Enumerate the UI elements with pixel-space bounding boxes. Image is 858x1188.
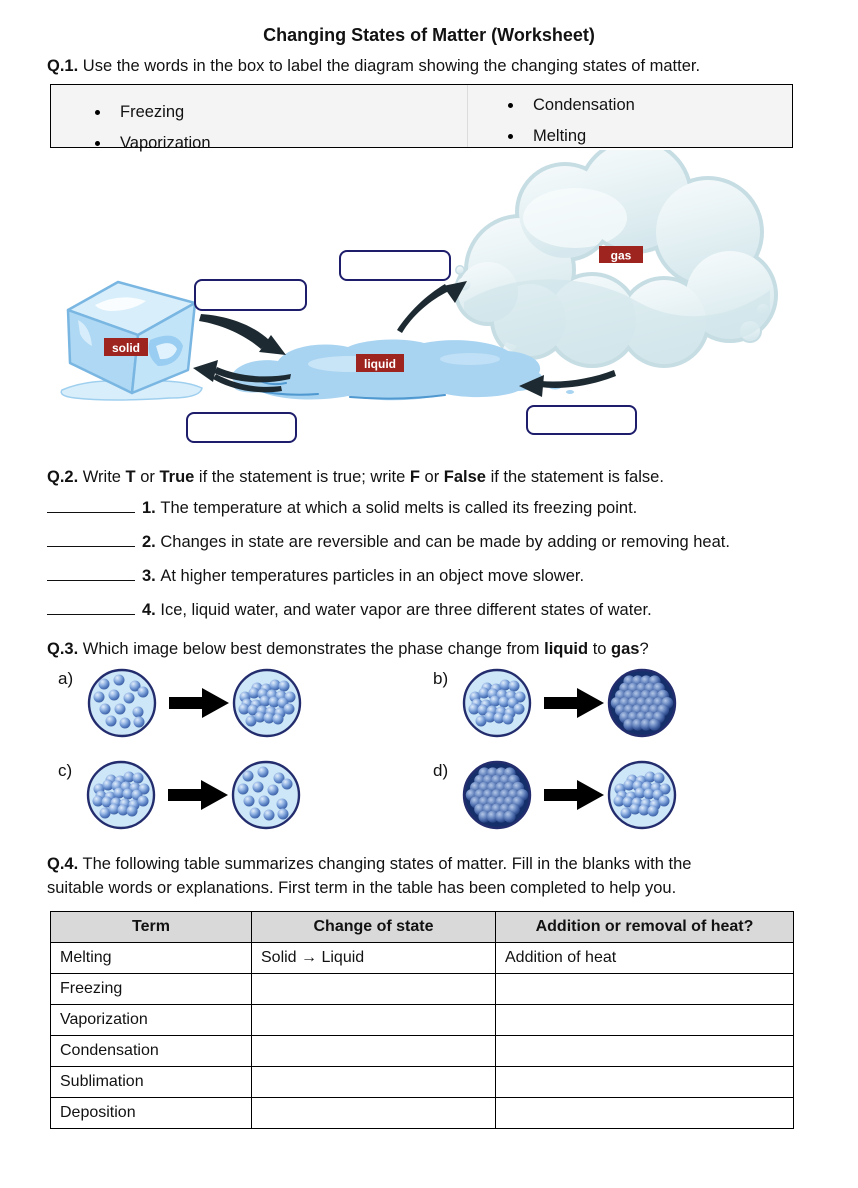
- word-box-item: [95, 97, 467, 128]
- term-cell: Vaporization: [51, 1005, 252, 1036]
- word-box-item: [508, 121, 792, 152]
- change-of-state-cell[interactable]: [252, 974, 496, 1005]
- header-term: Term: [51, 912, 252, 943]
- diagram-answer-box-1[interactable]: [194, 279, 307, 311]
- word-box-item-label: Condensation: [533, 96, 635, 114]
- diagram-answer-box-2[interactable]: [339, 250, 451, 281]
- word-box-item-label: Melting: [533, 127, 587, 145]
- solid-badge: [104, 338, 148, 356]
- particle: [277, 799, 288, 810]
- particle: [99, 679, 110, 690]
- phase-change-image: [87, 668, 302, 738]
- term-cell: Freezing: [51, 974, 252, 1005]
- q2-prompt: Q.2. Write T or True if the statement is true; write F or False if the statement is false.: [47, 468, 664, 486]
- answer-blank[interactable]: [47, 497, 135, 513]
- q4-prompt: [47, 852, 837, 900]
- term-cell: Melting: [51, 943, 252, 974]
- term-cell: Deposition: [51, 1098, 252, 1129]
- term-cell: Condensation: [51, 1036, 252, 1067]
- right-arrow-icon: [544, 780, 604, 810]
- answer-blank[interactable]: [47, 565, 135, 581]
- particle: [115, 704, 126, 715]
- states-diagram: [50, 150, 800, 460]
- q2-section: [47, 466, 847, 624]
- particle: [133, 773, 144, 784]
- q1-label: Q.1.: [47, 57, 79, 75]
- page-title: Changing States of Matter (Worksheet): [263, 25, 595, 45]
- particle: [284, 704, 295, 715]
- particle: [273, 714, 284, 725]
- particle: [250, 808, 261, 819]
- q4-label: Q.4.: [47, 855, 79, 873]
- particle: [243, 771, 254, 782]
- phase-change-image: [462, 668, 677, 738]
- liquid-badge: [356, 354, 404, 372]
- states-diagram-art: [50, 150, 800, 460]
- q1-prompt: [47, 55, 847, 77]
- particle: [648, 806, 659, 817]
- term-cell: Sublimation: [51, 1067, 252, 1098]
- particle: [654, 773, 665, 784]
- statement-number: 3.: [142, 567, 161, 585]
- q3-option-b[interactable]: [433, 668, 677, 738]
- vaporization-arrow: [397, 281, 467, 333]
- particle: [100, 704, 111, 715]
- particle: [259, 796, 270, 807]
- diagram-answer-box-4[interactable]: [186, 412, 297, 443]
- particle: [279, 681, 290, 692]
- particle: [109, 690, 120, 701]
- statement-text: Ice, liquid water, and water vapor are three different states of water.: [160, 601, 652, 619]
- change-of-state-cell[interactable]: [252, 1067, 496, 1098]
- heat-cell[interactable]: [496, 1036, 794, 1067]
- word-box-right-column: [468, 85, 792, 147]
- particle: [268, 785, 279, 796]
- particle: [282, 779, 293, 790]
- statement-text: At higher temperatures particles in an object move slower.: [160, 567, 585, 585]
- phase-change-image: [462, 760, 677, 830]
- table-row: [51, 1005, 794, 1036]
- word-box-item-label: Freezing: [120, 103, 185, 121]
- particle: [238, 784, 249, 795]
- change-of-state-cell: Solid → Liquid: [252, 943, 496, 974]
- particle: [258, 767, 269, 778]
- option-letter: d): [433, 761, 449, 780]
- solid-badge-label: solid: [111, 341, 141, 355]
- word-box-left-column: [51, 85, 468, 152]
- diagram-answer-box-3[interactable]: [526, 405, 637, 435]
- bullet-icon: [508, 103, 513, 108]
- bullet-icon: [95, 110, 100, 115]
- change-of-state-cell[interactable]: [252, 1098, 496, 1129]
- q2-statement: [47, 562, 847, 590]
- particle: [138, 687, 149, 698]
- heat-cell: Addition of heat: [496, 943, 794, 974]
- statement-number: 2.: [142, 533, 161, 551]
- word-box: [50, 84, 793, 152]
- q1-prompt-text: Use the words in the box to label the diagram showing the changing states of matter.: [82, 57, 701, 75]
- particle: [659, 796, 670, 807]
- right-arrow-icon: [169, 688, 229, 718]
- liquid-badge-label: liquid: [364, 357, 396, 371]
- word-box-item-label: Vaporization: [120, 134, 211, 152]
- particle: [127, 806, 138, 817]
- right-arrow-icon: [544, 688, 604, 718]
- q2-statement: [47, 596, 847, 624]
- particle: [253, 782, 264, 793]
- particle: [138, 796, 149, 807]
- change-of-state-cell[interactable]: [252, 1036, 496, 1067]
- gas-badge: [599, 246, 643, 263]
- option-letter: c): [58, 761, 73, 780]
- particle: [94, 692, 105, 703]
- answer-blank[interactable]: [47, 599, 135, 615]
- particle: [514, 704, 525, 715]
- table-row: [51, 943, 794, 974]
- heat-cell[interactable]: [496, 1005, 794, 1036]
- particle: [120, 718, 131, 729]
- header-change-of-state: Change of state: [252, 912, 496, 943]
- table-header-row: [51, 912, 794, 943]
- q2-statement: [47, 528, 847, 556]
- option-letter: b): [433, 669, 449, 688]
- table-row: [51, 1098, 794, 1129]
- bullet-icon: [508, 134, 513, 139]
- right-arrow-icon: [168, 780, 228, 810]
- heat-cell[interactable]: [496, 1098, 794, 1129]
- particle: [509, 681, 520, 692]
- q4-prompt-line1: The following table summarizes changing states of matter. Fill in the blanks with the: [82, 855, 692, 873]
- particle: [106, 716, 117, 727]
- particle: [503, 714, 514, 725]
- answer-blank[interactable]: [47, 531, 135, 547]
- particle: [114, 675, 125, 686]
- particle: [278, 809, 289, 820]
- particle: [124, 693, 135, 704]
- q3-option-c[interactable]: [58, 760, 301, 830]
- particle: [244, 796, 255, 807]
- word-box-item: [508, 90, 792, 121]
- particle: [504, 811, 516, 823]
- heat-cell[interactable]: [496, 974, 794, 1005]
- change-of-state-cell[interactable]: [252, 1005, 496, 1036]
- q3-prompt: Q.3. Which image below best demonstrates the phase change from liquid to gas?: [47, 640, 649, 658]
- q4-table: [50, 911, 794, 1129]
- particle: [134, 717, 145, 728]
- particle: [264, 810, 275, 821]
- table-row: [51, 1036, 794, 1067]
- statement-text: The temperature at which a solid melts is called its freezing point.: [160, 499, 638, 517]
- heat-cell[interactable]: [496, 1067, 794, 1098]
- q3-option-a[interactable]: [58, 668, 302, 738]
- particle: [133, 707, 144, 718]
- particle: [649, 719, 661, 731]
- header-heat: Addition or removal of heat?: [496, 912, 794, 943]
- statement-number: 1.: [142, 499, 161, 517]
- q4-prompt-line2: suitable words or explanations. First term in the table has been completed to help you.: [47, 879, 677, 897]
- phase-change-image: [86, 760, 301, 830]
- gas-badge-label: gas: [610, 248, 632, 263]
- q2-items: [47, 494, 847, 624]
- melting-arrow: [199, 314, 286, 355]
- q2-statement: [47, 494, 847, 522]
- option-letter: a): [58, 669, 74, 688]
- table-row: [51, 1067, 794, 1098]
- table-row: [51, 974, 794, 1005]
- statement-text: Changes in state are reversible and can be made by adding or removing heat.: [160, 533, 730, 551]
- q3-option-d[interactable]: [433, 760, 677, 830]
- statement-number: 4.: [142, 601, 161, 619]
- bullet-icon: [95, 141, 100, 146]
